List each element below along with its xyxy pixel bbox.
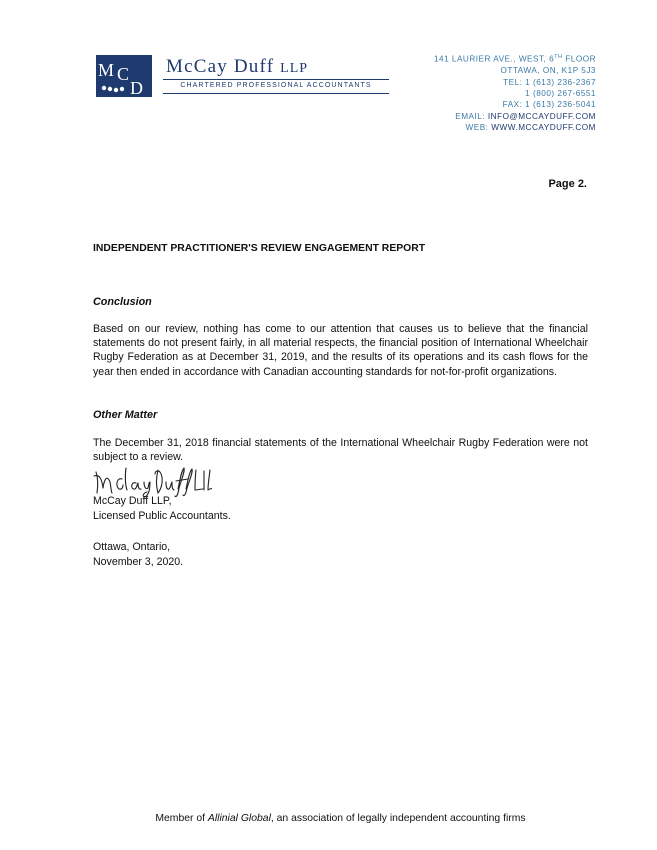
- contact-block: [434, 52, 596, 134]
- footer-note: Member of Allinial Global, an association of legally independent accounting firms: [155, 813, 526, 824]
- other-matter-heading: Other Matter: [93, 409, 158, 421]
- firm-subtitle: CHARTERED PROFESSIONAL ACCOUNTANTS: [180, 82, 372, 89]
- email-link[interactable]: INFO@MCCAYDUFF.COM: [487, 111, 596, 121]
- email-line: EMAIL: INFO@MCCAYDUFF.COM: [455, 111, 596, 121]
- firm-suffix: LLP: [280, 61, 309, 76]
- firm-name: [166, 56, 308, 78]
- report-date: November 3, 2020.: [93, 556, 184, 568]
- svg-text:D: D: [130, 78, 143, 97]
- svg-text:M: M: [98, 60, 115, 80]
- report-title: INDEPENDENT PRACTITIONER'S REVIEW ENGAGEMENT REPORT: [93, 243, 426, 254]
- firm-name-text: McCay Duff: [166, 56, 275, 77]
- other-matter-paragraph: The December 31, 2018 financial statements of the International Wheelchair Rugby Federation were not subject to a review.: [93, 437, 588, 464]
- handwritten-signature: [92, 462, 212, 498]
- firm-rule-top: [163, 79, 389, 80]
- address-line-2: OTTAWA, ON, K1P 5J3: [500, 66, 596, 76]
- fax: FAX: 1 (613) 236-5041: [502, 100, 596, 110]
- report-city: Ottawa, Ontario,: [93, 541, 171, 553]
- web-link[interactable]: WWW.MCCAYDUFF.COM: [491, 123, 596, 133]
- page-number: Page 2.: [548, 178, 587, 190]
- web-line: WEB: WWW.MCCAYDUFF.COM: [465, 123, 596, 133]
- firm-logo-icon: [96, 55, 152, 97]
- address-line-1: 141 LAURIER AVE., WEST, 6TH FLOOR: [433, 54, 596, 64]
- telephone-toll-free: 1 (800) 267-6551: [525, 88, 596, 98]
- signatory-role: Licensed Public Accountants.: [93, 510, 231, 522]
- signatory-firm: McCay Duff LLP,: [93, 495, 172, 507]
- conclusion-heading: Conclusion: [93, 296, 152, 308]
- conclusion-paragraph: Based on our review, nothing has come to our attention that causes us to believe that the financial statements do not present fairly, in all material respects, the financial position of International Wheelchair Rugby Federation as at December 31, 2019, and the results of its operations and its cash flows for the year then ended in accordance with Canadian accounting standards for not-for-profit organizations.: [93, 323, 588, 378]
- firm-rule-bottom: [163, 93, 389, 94]
- telephone: TEL: 1 (613) 236-2367: [503, 77, 596, 87]
- svg-text:C: C: [117, 64, 130, 84]
- signature-block: [93, 494, 231, 524]
- place-and-date: [93, 540, 183, 570]
- network-name: Allinial Global: [207, 813, 271, 824]
